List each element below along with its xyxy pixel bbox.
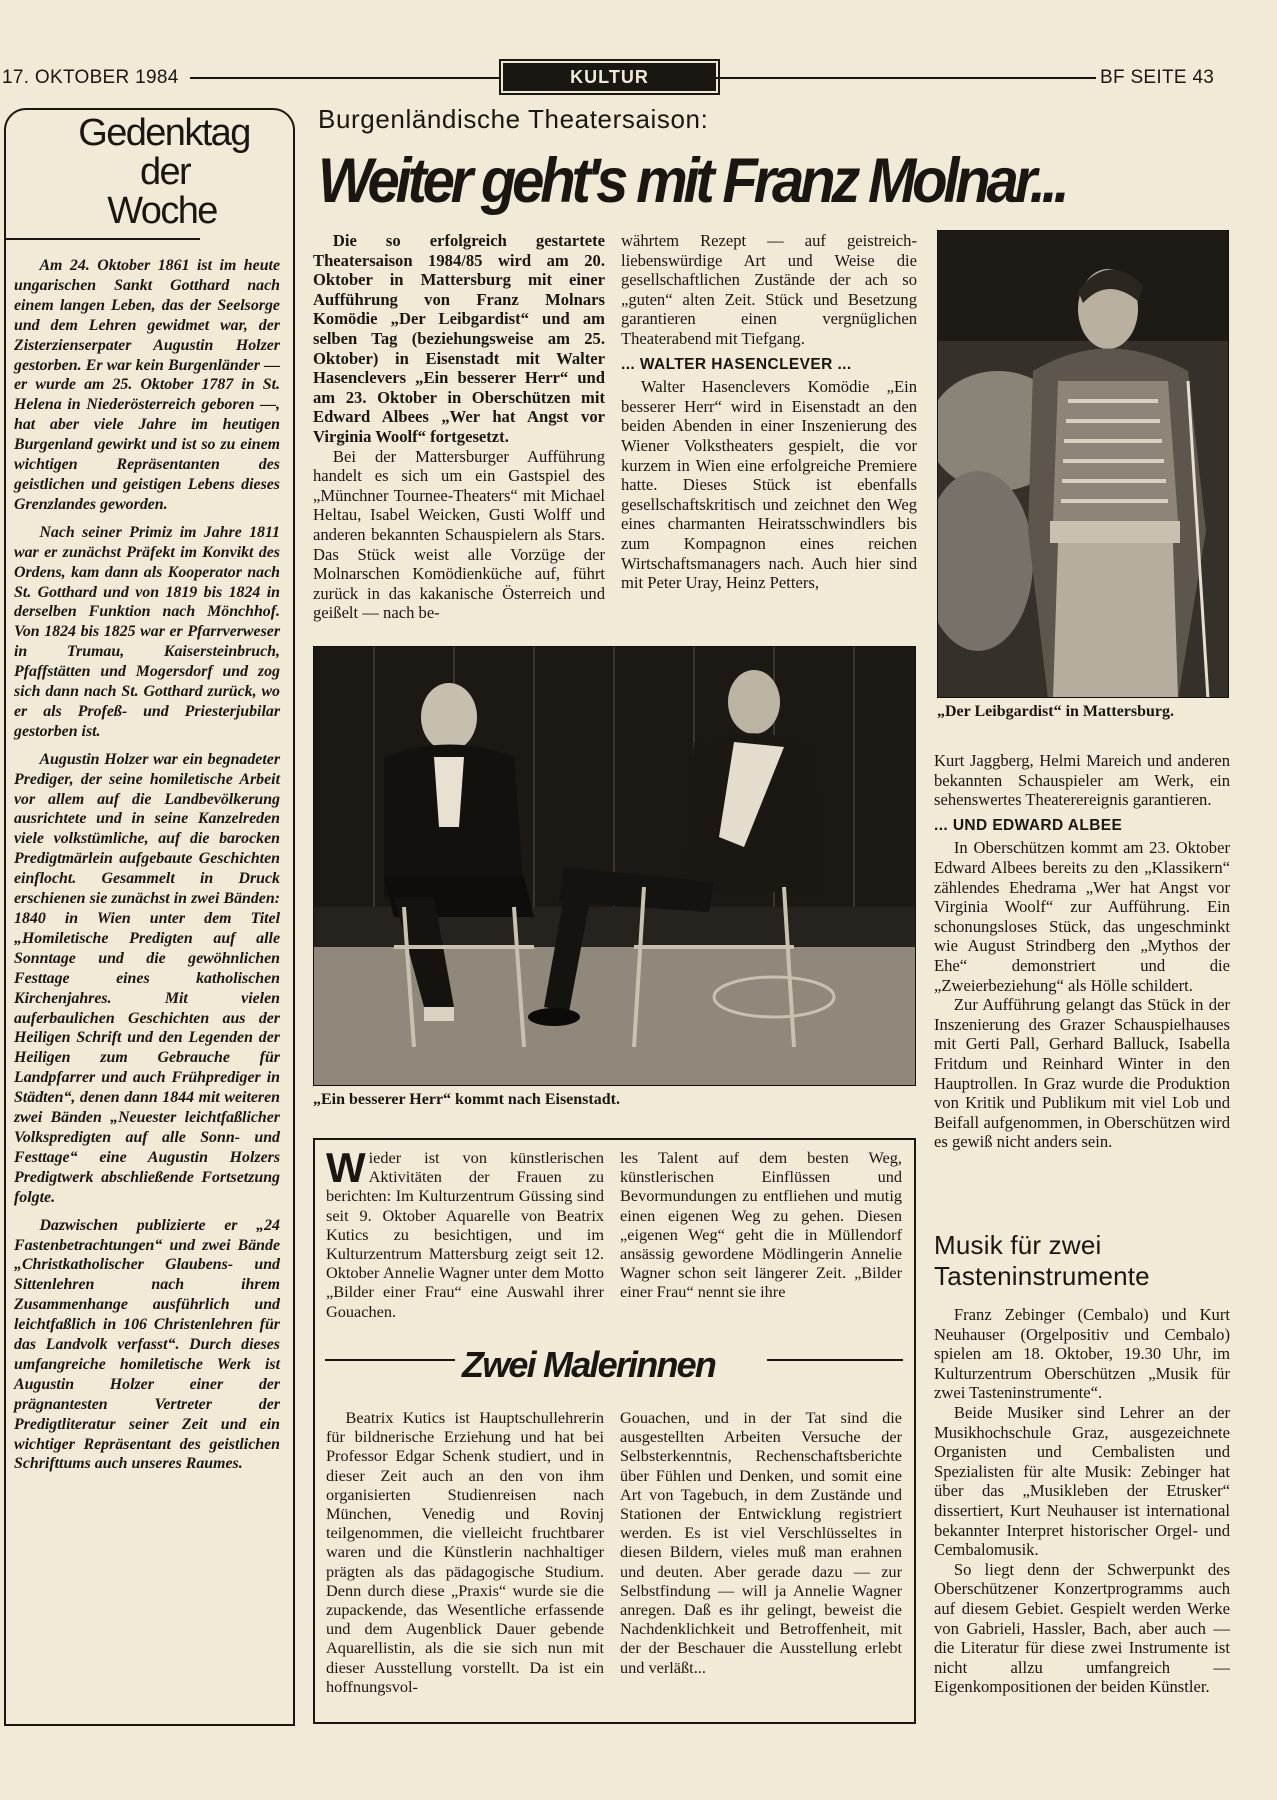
header-date: 17. OKTOBER 1984 — [2, 67, 179, 88]
malerinnen-headline: Zwei Malerinnen — [462, 1344, 716, 1385]
theater-col2 — [621, 231, 917, 593]
theater-paragraph: Walter Hasenclevers Komödie „Ein besserer Herr“ wird in Eisenstadt an den beiden Abenden in einer Inszenierung des Wiener Volkstheaters gespielt, die vor kurzem in Wien eine erfolgreiche Premiere hatte. Dieses Stück ist ebenfalls gesellschaftskritisch und zeichnet den Weg eines charmanten Heiratsschwindlers bis zum Kompagnon eines reichen Wirtschaftsmanagers nach. Auch hier sind mit Peter Uray, Heinz Petters, — [621, 377, 917, 593]
musik-headline — [934, 1230, 1150, 1292]
theater-subhead-hasenclever: ... WALTER HASENCLEVER ... — [621, 355, 852, 373]
malerinnen-rule-right — [767, 1359, 903, 1361]
musik-paragraph: Beide Musiker sind Lehrer an der Musikhochschule Graz, ausgezeichnete Organisten und Cembalisten und Spezialisten für alte Musik: Zebinger hat über das „Musikleben der Etrusker“ dissertiert, Kurt Neuhauser ist international bekannter Interpret historischer Orgel- und Cembalomusik. — [934, 1402, 1230, 1560]
theater-paragraph: währtem Rezept — auf geistreich-liebenswürdige Art und Weise die gesellschaftlichen Zustände der ach so „guten“ alten Zeit. Stück und Besetzung garantieren einen vergnüglichen Theaterabend mit Tiefgang. — [621, 231, 917, 348]
theater-paragraph: In Oberschützen kommt am 23. Oktober Edward Albees bereits zu den „Klassikern“ zählendes Ehedrama „Wer hat Angst vor Virginia Woolf“ zur Aufführung. Ein schonungsloses Stück, das ungeschminkt wie August Strindberg den „Mythos der Ehe“ demonstriert und die „Zweierbeziehung“ als Hölle schildert. — [934, 838, 1230, 995]
dropcap: W — [326, 1144, 366, 1191]
musik-paragraph: Franz Zebinger (Cembalo) und Kurt Neuhauser (Orgelpositiv und Cembalo) spielen am 18. Oktober, 19.30 Uhr, im Kulturzentrum Oberschützen „Musik für zwei Tasteninstrumente“. — [934, 1305, 1230, 1403]
leibgardist-figure-icon — [938, 231, 1229, 698]
malerinnen-intro-left — [326, 1144, 604, 1321]
gedenktag-paragraph: Am 24. Oktober 1861 ist im heute ungarischen Sankt Gotthard nach einem langen Leben, das der Seelsorge und dem Lehren gewidmet war, der Zisterzienserpater Augustin Holzer gestorben. Er war kein Burgenländer — er wurde am 25. Oktober 1787 in St. Helena in Niederösterreich geboren —, hat aber viele Jahre im heutigen Burgenland gewirkt und ist so zu einem wichtigen Repräsentanten des geistlichen und geistigen Lebens dieses Grenzlandes geworden. — [14, 257, 280, 513]
theater-kicker: Burgenländische Theatersaison: — [318, 104, 709, 134]
malerinnen-paragraph: Beatrix Kutics ist Hauptschullehrerin für bildnerische Erziehung und hat bei Professor Edgar Schenk studiert, und in dieser Zeit auch an den von ihm organisierten Studienreisen nach München, Venedig und Rovinj teilgenommen, die vielleicht fruchtbarer waren und die Künstlerin nachhaltiger prägten als das pädagogische Studium. Denn durch diese „Praxis“ wurde sie die zupackende, das Wesentliche erfassende und dem Augenblick Dauer gebende Aquarellistin, als die sie sich nun mit dieser Ausstellung vorstellt. Da ist ein hoffnungsvol- — [326, 1408, 604, 1696]
caption-besserer-herr: „Ein besserer Herr“ kommt nach Eisenstadt. — [313, 1091, 620, 1108]
gedenktag-paragraph: Nach seiner Primiz im Jahre 1811 war er zunächst Präfekt im Konvikt des Ordens, kam dann als Kooperator nach St. Gotthard und von 1819 bis 1824 in derselben Funktion nach Mönchhof. Von 1824 bis 1825 war er Pfarrverweser in Trumau, Kaisersteinbruch, Pfaffstätten und Mogersdorf und zog sich dann nach St. Gotthard zurück, wo er als Profeß- und Priesterjubilar gestorben ist. — [14, 523, 280, 740]
gedenktag-title-line2: der — [139, 151, 191, 193]
gedenktag-paragraph: Dazwischen publizierte er „24 Fastenbetrachtungen“ und zwei Bände „Christkatholischer Glaubens- und Sittenlehren nach ihrem Zusammenhange ausführlich und leichtfaßlich in 106 Christenlehren für das Landvolk verfasst“. Durch dieses umfangreiche homiletische Werk ist Augustin Holzer einer der prägnantesten Vertreter der Predigtliteratur seiner Zeit und ein wichtiger Repräsentant des geistlichen Schrifttums auch unseres Raumes. — [14, 1216, 280, 1473]
gedenktag-title-line1: Gedenktag — [78, 112, 250, 154]
besserer-herr-scene-icon — [314, 647, 916, 1086]
musik-headline-line1: Musik für zwei — [934, 1230, 1102, 1260]
section-label: KULTUR — [503, 63, 716, 91]
gedenktag-paragraph: Augustin Holzer war ein begnadeter Prediger, der seine homiletische Arbeit vor allem auf die Landbevölkerung ausrichtete und in seine Kanzelreden viele volkstümliche, auf die barocken Predigtmärlein aufgebaute Geschichten einflocht. Gesammelt in Druck erschienen sie zunächst in zwei Bänden: 1840 in Wien unter dem Titel „Homiletische Predigten auf alle Sonntage und die gewöhnlichen Festtage eines katholischen Kirchenjahres. Mit vielen auferbaulichen Geschichten aus der Heiligen Schrift und den Legenden der Heiligen zum Gebrauche für Landpfarrer und auch Frühprediger in Städten“, denen dann 1844 mit weiteren zwei Bänden „Neuester leichtfaßlicher Volkspredigten auf alle Sonn- und Festtage“ eine Augustin Holzers Predigtwerk abschließende Fortsetzung folgte. — [14, 750, 280, 1206]
theater-paragraph: Zur Aufführung gelangt das Stück in der Inszenierung des Grazer Schauspielhauses mit Gerti Pall, Gerhard Balluck, Isabella Fritdum und Reinhard Winter in den Hauptrollen. In Graz wurde die Produktion von Kritik und Publikum mit viel Lob und Beifall aufgenommen, in Oberschützen wird es gewiß nicht anders sein. — [934, 995, 1230, 1152]
header-rule-left — [190, 77, 503, 79]
gedenktag-body — [14, 256, 280, 1474]
caption-leibgardist: „Der Leibgardist“ in Mattersburg. — [937, 703, 1175, 720]
malerinnen-paragraph: Gouachen, und in der Tat sind die ausgestellten Arbeiten Versuche der Selbsterkenntnis, Rechenschaftsberichte über Fühlen und Denken, und somit eine Art von Tagebuch, in dem Zustände und Stationen der Entwicklung registriert werden. Es ist viel Verschlüsseltes in diesen Bildern, vieles muß man erahnen und deuten. Aber gerade dazu — zur Selbstfindung — will ja Annelie Wagner anregen. Daß es ihr gelingt, beweist die Nachdenklichkeit und Betroffenheit, mit der der Beschauer die Ausstellung erlebt und verläßt... — [620, 1408, 902, 1677]
theater-paragraph: Kurt Jaggberg, Helmi Mareich und anderen bekannten Schauspieler am Werk, ein sehenswertes Theaterereignis garantieren. — [934, 751, 1230, 810]
theater-col1 — [313, 231, 605, 623]
photo-besserer-herr — [313, 646, 916, 1086]
theater-paragraph: Bei der Mattersburger Aufführung handelt es sich um ein Gastspiel des „Münchner Tournee-Theaters“ mit Michael Heltau, Isabel Weicken, Gusti Wolff und anderen bekannten Schauspielern als Stars. Das Stück weist alle Vorzüge der Molnarschen Komödienküche auf, führt zurück in das kakanische Österreich und geißelt — nach be- — [313, 446, 605, 623]
theater-headline: Weiter geht's mit Franz Molnar... — [318, 146, 1066, 217]
header-page: BF SEITE 43 — [1100, 67, 1215, 88]
musik-headline-line2: Tasteninstrumente — [934, 1261, 1150, 1291]
theater-col3 — [934, 751, 1230, 1152]
gedenktag-title — [14, 114, 284, 231]
gedenktag-title-line3: Woche — [107, 190, 217, 232]
theater-subhead-albee: ... UND EDWARD ALBEE — [934, 816, 1123, 834]
malerinnen-body-right — [620, 1408, 902, 1677]
malerinnen-body-left — [326, 1408, 604, 1696]
malerinnen-rule-left — [325, 1359, 455, 1361]
gedenktag-title-rule — [4, 238, 200, 240]
malerinnen-intro: ieder ist von künstlerischen Aktivitäten der Frauen zu berichten: Im Kulturzentrum Güssing sind seit 9. Oktober Aquarelle von Beatrix Kutics zu besichtigen, und im Kulturzentrum Mattersburg zeigt seit 12. Oktober Annelie Wagner unter dem Motto „Bilder einer Frau“ eine Auswahl ihrer Gouachen. — [326, 1148, 604, 1321]
theater-lead: Die so erfolgreich gestartete Theatersaison 1984/85 wird am 20. Oktober in Mattersburg mit einer Aufführung von Franz Molnars Komödie „Der Leibgardist“ und am selben Tag (beziehungsweise am 25. Oktober) in Eisenstadt mit Walter Hasenclevers „Ein besserer Herr“ und am 23. Oktober in Oberschützen mit Edward Albees „Wer hat Angst vor Virginia Woolf“ fortgesetzt. — [313, 231, 605, 446]
malerinnen-intro-right — [620, 1148, 902, 1302]
header-rule-right — [716, 77, 1096, 79]
musik-paragraph: So liegt denn der Schwerpunkt des Oberschützener Konzertprogramms auch auf diesem Gebiet. Gespielt werden Werke von Gabrieli, Hassler, Bach, aber auch — die Literatur für diese zwei Instrumente ist nicht allzu umfangreich — Eigenkompositionen der beiden Künstler. — [934, 1559, 1230, 1697]
malerinnen-paragraph: les Talent auf dem besten Weg, künstlerischen Einflüssen und Bevormundungen zu entfliehen und mutig einen eigenen Weg zu gehen. Diesen „eigenen Weg“ geht die in Müllendorf ansässig gewordene Mödlingerin Annelie Wagner schon seit längerer Zeit. „Bilder einer Frau“ nennt sie ihre — [620, 1148, 902, 1302]
photo-leibgardist — [937, 230, 1229, 698]
musik-body — [934, 1305, 1230, 1697]
